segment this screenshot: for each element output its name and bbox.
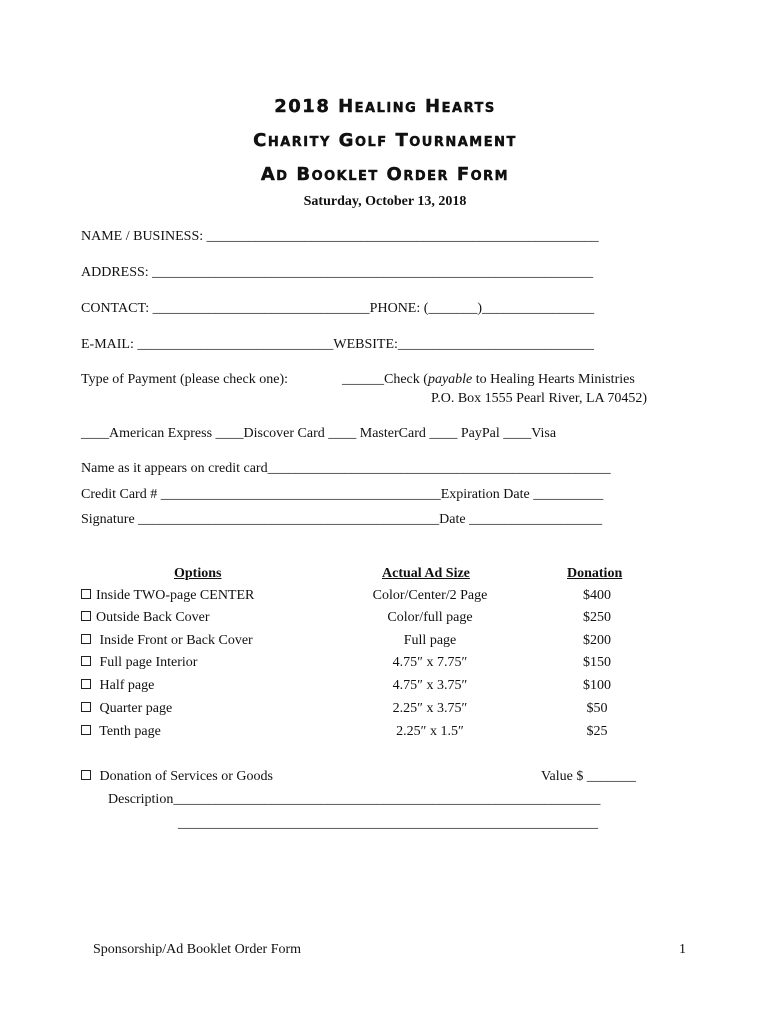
donation-amount: $400 [583, 588, 611, 603]
title-line-3: Ad Booklet Order Form [260, 164, 510, 185]
ad-size: Color/full page [387, 610, 473, 625]
header-options: Options [174, 566, 222, 581]
title-line-2: Charity Golf Tournament [253, 130, 517, 151]
address-field[interactable]: ADDRESS: _______________________________________________________________ [81, 265, 594, 280]
option-label: Outside Back Cover [96, 610, 210, 625]
option-row[interactable] [81, 678, 154, 694]
donation-value-field[interactable]: Value $ _______ [541, 769, 636, 784]
checkbox-icon[interactable] [81, 702, 91, 712]
check-prefix: ______Check ( [342, 372, 428, 387]
ad-size: Full page [403, 633, 457, 648]
option-row[interactable] [81, 655, 197, 671]
donation-services-label: Donation of Services or Goods [96, 769, 273, 784]
signature-field[interactable]: Signature ___________________________________________Date ___________________ [81, 512, 603, 527]
event-date: Saturday, October 13, 2018 [303, 194, 467, 209]
title-line-1: 2018 Healing Hearts [274, 96, 496, 117]
check-address: P.O. Box 1555 Pearl River, LA 70452) [431, 391, 648, 406]
donation-services-option[interactable] [81, 769, 273, 785]
checkbox-icon[interactable] [81, 611, 91, 621]
option-row[interactable] [81, 701, 172, 717]
description-extra-line[interactable]: ____________________________________________________________ [178, 816, 598, 831]
checkbox-icon[interactable] [81, 725, 91, 735]
donation-amount: $200 [583, 633, 611, 648]
option-row[interactable] [81, 588, 254, 604]
option-label: Quarter page [96, 701, 173, 716]
header-donation: Donation [567, 566, 623, 581]
ad-size: 2.25″ x 3.75″ [392, 701, 468, 716]
name-on-card-field[interactable]: Name as it appears on credit card_________________________________________________ [81, 461, 611, 476]
option-label: Inside Front or Back Cover [96, 633, 253, 648]
donation-amount: $150 [583, 655, 611, 670]
check-option[interactable] [342, 372, 635, 388]
checkbox-icon[interactable] [81, 656, 91, 666]
credit-card-field[interactable]: Credit Card # ________________________________________Expiration Date __________ [81, 487, 604, 502]
card-options[interactable]: ____American Express ____Discover Card ____ MasterCard ____ PayPal ____Visa [81, 426, 557, 441]
check-payable: payable [427, 372, 473, 387]
ad-size: Color/Center/2 Page [372, 588, 488, 603]
checkbox-icon[interactable] [81, 679, 91, 689]
option-row[interactable] [81, 610, 210, 626]
option-label: Inside TWO-page CENTER [96, 588, 255, 603]
check-suffix: to Healing Hearts Ministries [472, 372, 635, 387]
checkbox-icon[interactable] [81, 770, 91, 780]
option-row[interactable] [81, 724, 161, 740]
donation-amount: $250 [583, 610, 611, 625]
email-website-field[interactable]: E-MAIL: ____________________________WEBSITE:____________________________ [81, 337, 594, 352]
description-field[interactable]: Description_____________________________________________________________ [108, 792, 601, 807]
page-number: 1 [679, 942, 686, 957]
checkbox-icon[interactable] [81, 634, 91, 644]
ad-size: 4.75″ x 3.75″ [392, 678, 468, 693]
ad-size: 2.25″ x 1.5″ [396, 724, 464, 739]
payment-type-label: Type of Payment (please check one): [81, 372, 288, 387]
footer-title: Sponsorship/Ad Booklet Order Form [93, 942, 302, 957]
option-label: Tenth page [96, 724, 161, 739]
checkbox-icon[interactable] [81, 589, 91, 599]
donation-amount: $25 [586, 724, 608, 739]
option-row[interactable] [81, 633, 253, 649]
name-business-field[interactable]: NAME / BUSINESS: ________________________________________________________ [81, 229, 599, 244]
contact-phone-field[interactable]: CONTACT: _______________________________PHONE: (_______)________________ [81, 301, 595, 316]
donation-amount: $100 [583, 678, 611, 693]
donation-amount: $50 [586, 701, 608, 716]
option-label: Half page [96, 678, 155, 693]
option-label: Full page Interior [96, 655, 198, 670]
header-ad-size: Actual Ad Size [382, 566, 470, 581]
ad-size: 4.75″ x 7.75″ [392, 655, 468, 670]
